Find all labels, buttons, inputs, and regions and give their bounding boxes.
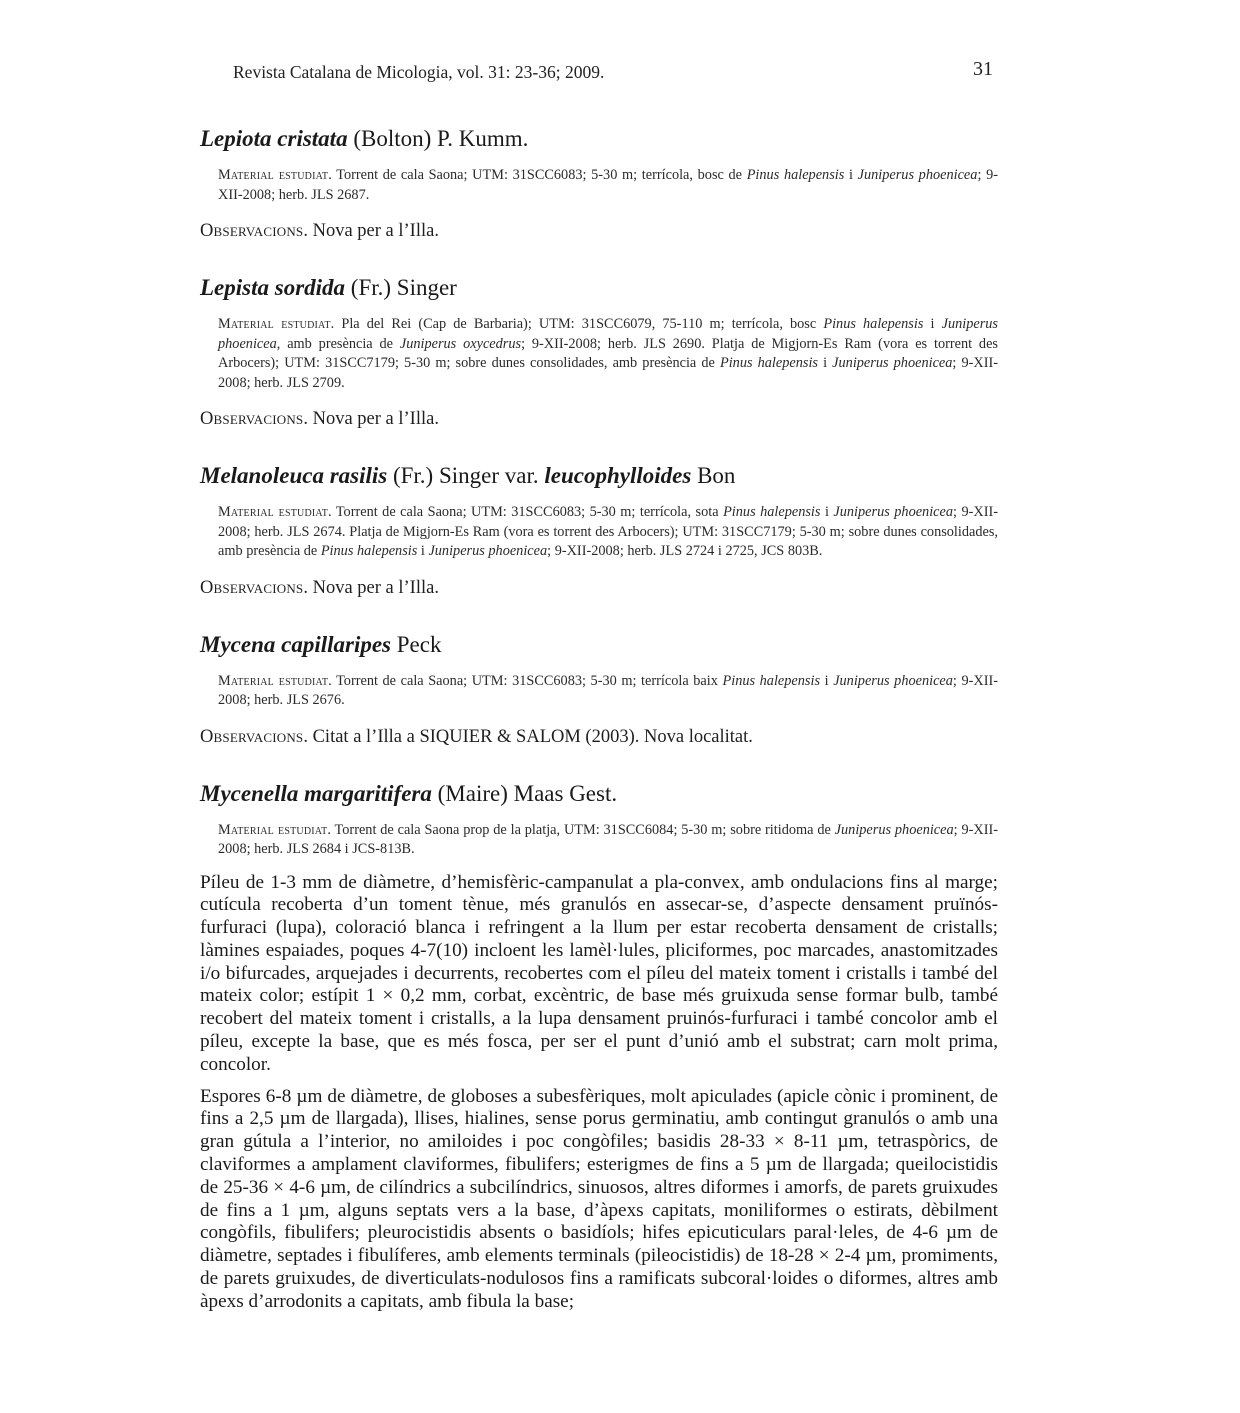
taxon-authority: Peck — [391, 631, 442, 657]
page-number: 31 — [973, 58, 993, 80]
taxon-name: Mycena capillaripes — [200, 631, 391, 657]
taxon-entry — [200, 273, 998, 431]
host-species: Juniperus phoenicea — [832, 355, 953, 371]
observations-label: Observacions — [200, 577, 304, 598]
taxon-entry — [200, 630, 998, 749]
material-text: ; 9-XII-2008; herb. JLS 2687. — [218, 167, 998, 203]
taxon-authority: (Fr.) Singer var. — [387, 463, 545, 488]
taxon-entry — [200, 124, 998, 243]
taxon-heading — [200, 779, 998, 809]
material-studied — [218, 315, 998, 393]
taxon-heading — [200, 630, 998, 660]
observations-label: Observacions — [200, 726, 304, 747]
running-header — [233, 58, 993, 83]
host-species: Pinus halepensis — [723, 504, 821, 520]
material-studied — [218, 503, 998, 562]
observations — [200, 219, 998, 243]
host-species: Pinus halepensis — [719, 355, 818, 371]
material-text: , amb presència de — [276, 335, 400, 352]
description-paragraph: Espores 6-8 µm de diàmetre, de globoses a subesfèriques, molt apiculades (apicle cònic i prominent, de fins a 2,5 µm de llargada), llises, hialines, sense porus germinatiu, amb contingut granulós o amb una gran gútula a l’interior, no amiloides i poc congòfiles; basidis 28-33 × 8-11 µm, tetraspòrics, de claviformes a amplament claviformes, fibulifers; esterigmes de fins a 5 µm de llargada; queilocistidis de 25-36 × 4-6 µm, de cilíndrics a subcilíndrics, sinuosos, altres diformes i amorfs, de parets gruixudes de fins a 1 µm, alguns septats vers a la base, d’àpexs capitats, moniliformes o estirats, dèbilment congòfils, fibulifers; pleurocistidis absents o basidíols; hifes epicuticulars paral·leles, de 4-6 µm de diàmetre, septades i fibulíferes, amb elements terminals (pileocistidis) de 18-28 × 2-4 µm, promiments, de parets gruixudes, de diverticulats-nodulosos fins a ramificats subcoral·loides o diformes, altres amb àpexs d’arrodonits a capitats, amb fibula la base; — [200, 1085, 998, 1312]
taxon-name: Lepiota cristata — [200, 126, 348, 151]
taxon-heading — [200, 124, 998, 154]
material-text: ; 9-XII-2008; herb. JLS 2709. — [218, 355, 998, 391]
material-text: i — [844, 167, 858, 183]
material-text: ; 9-XII-2008; herb. JLS 2674. Platja de Migjorn-Es Ram (vora es torrent des Arbocers); UTM: 31SCC7179; 5-30 m; sobre dunes consolidades, amb presència de — [218, 504, 998, 559]
material-text: i — [417, 543, 429, 559]
taxon-heading — [200, 273, 998, 303]
material-label: Material estudiat — [218, 672, 329, 689]
observations — [200, 725, 998, 749]
taxon-name: Mycenella margaritifera — [200, 780, 432, 806]
material-text: i — [923, 316, 942, 332]
host-species: Pinus halepensis — [320, 543, 418, 559]
material-text: ; 9-XII-2008; herb. JLS 2724 i 2725, JCS 803B. — [547, 543, 823, 559]
variety-name: leucophylloides — [544, 463, 692, 488]
taxon-entry — [200, 779, 998, 860]
material-text: . Torrent de cala Saona prop de la platja, UTM: 31SCC6084; 5-30 m; sobre ritidoma de — [327, 821, 835, 838]
host-species: Juniperus phoenicea — [857, 167, 978, 183]
description-paragraph: Píleu de 1-3 mm de diàmetre, d’hemisfèric-campanulat a pla-convex, amb ondulacions fins al marge; cutícula recoberta d’un toment tènue, més granulós en assecar-se, d’aspecte densament pruïnós-furfuraci (lupa), coloració blanca i refringent a la llum per estar recoberta densament de cristalls; làmines espaiades, poques 4-7(10) incloent les lamèl·lules, pliciformes, poc marcades, anastomitzades i/o bifurcades, arquejades i decurrents, recobertes com el píleu del mateix toment i cristalls i també del mateix color; estípit 1 × 0,2 mm, corbat, excèntric, de base més gruixuda sense formar bulb, també recobert del mateix toment i cristalls, a la lupa densament pruinós-furfuraci i també concolor amb el píleu, excepte la base, que es més fosca, per ser el punt d’unió amb el substrat; carn molt prima, concolor. — [200, 871, 998, 1075]
material-studied — [218, 821, 998, 860]
host-species: Pinus halepensis — [722, 672, 821, 689]
material-label: Material estudiat — [218, 316, 331, 332]
observations-text: . Nova per a l’Illa. — [303, 409, 439, 429]
material-text: . Torrent de cala Saona; UTM: 31SCC6083; 5-30 m; terrícola baix — [328, 672, 723, 689]
taxon-authority: (Bolton) P. Kumm. — [347, 126, 529, 151]
observations-text: . Nova per a l’Illa. — [303, 221, 439, 241]
journal-citation: Revista Catalana de Micologia, vol. 31: 23-36; 2009. — [233, 62, 605, 82]
host-species: Juniperus phoenicea — [428, 543, 548, 559]
taxon-name: Melanoleuca rasilis — [200, 463, 388, 488]
material-label: Material estudiat — [218, 821, 328, 838]
host-species: Juniperus phoenicea — [833, 504, 954, 520]
host-species: Juniperus phoenicea — [218, 316, 998, 352]
material-label: Material estudiat — [218, 504, 329, 520]
taxon-authority: (Fr.) Singer — [345, 275, 457, 300]
material-text: . Pla del Rei (Cap de Barbaria); UTM: 31SCC6079, 75-110 m; terrícola, bosc — [330, 316, 824, 332]
observations-text: . Citat a l’Illa a SIQUIER & SALOM (2003). Nova localitat. — [303, 726, 753, 747]
observations — [200, 576, 998, 600]
host-species: Juniperus phoenicea — [834, 821, 954, 838]
material-label: Material estudiat — [218, 167, 329, 183]
material-text: ; 9-XII-2008; herb. JLS 2684 i JCS-813B. — [218, 821, 998, 857]
material-text: i — [820, 672, 834, 689]
taxon-authority: (Maire) Maas Gest. — [431, 780, 618, 806]
material-studied — [218, 672, 998, 711]
material-text: ; 9-XII-2008; herb. JLS 2676. — [218, 672, 999, 708]
host-species: Juniperus phoenicea — [833, 672, 953, 689]
material-text: ; 9-XII-2008; herb. JLS 2690. Platja de Migjorn-Es Ram (vora es torrent des Arbocers); UTM: 31SCC7179; 5-30 m; sobre dunes consolidades, amb presència de — [218, 335, 998, 371]
observations-label: Observacions — [200, 409, 304, 429]
taxon-name: Lepista sordida — [200, 275, 346, 300]
material-text: . Torrent de cala Saona; UTM: 31SCC6083; 5-30 m; terrícola, bosc de — [328, 167, 747, 183]
article-body — [200, 124, 998, 1323]
taxon-heading — [200, 461, 998, 491]
host-species: Juniperus oxycedrus — [399, 335, 522, 352]
variety-authority: Bon — [691, 463, 736, 488]
observations-text: . Nova per a l’Illa. — [303, 577, 439, 598]
taxon-entry — [200, 461, 998, 600]
host-species: Pinus halepensis — [823, 316, 924, 332]
material-text: i — [820, 504, 834, 520]
host-species: Pinus halepensis — [746, 167, 845, 183]
observations-label: Observacions — [200, 221, 304, 241]
material-text: i — [818, 355, 833, 371]
material-studied — [218, 166, 998, 205]
material-text: . Torrent de cala Saona; UTM: 31SCC6083; 5-30 m; terrícola, sota — [328, 504, 724, 520]
observations — [200, 407, 998, 431]
